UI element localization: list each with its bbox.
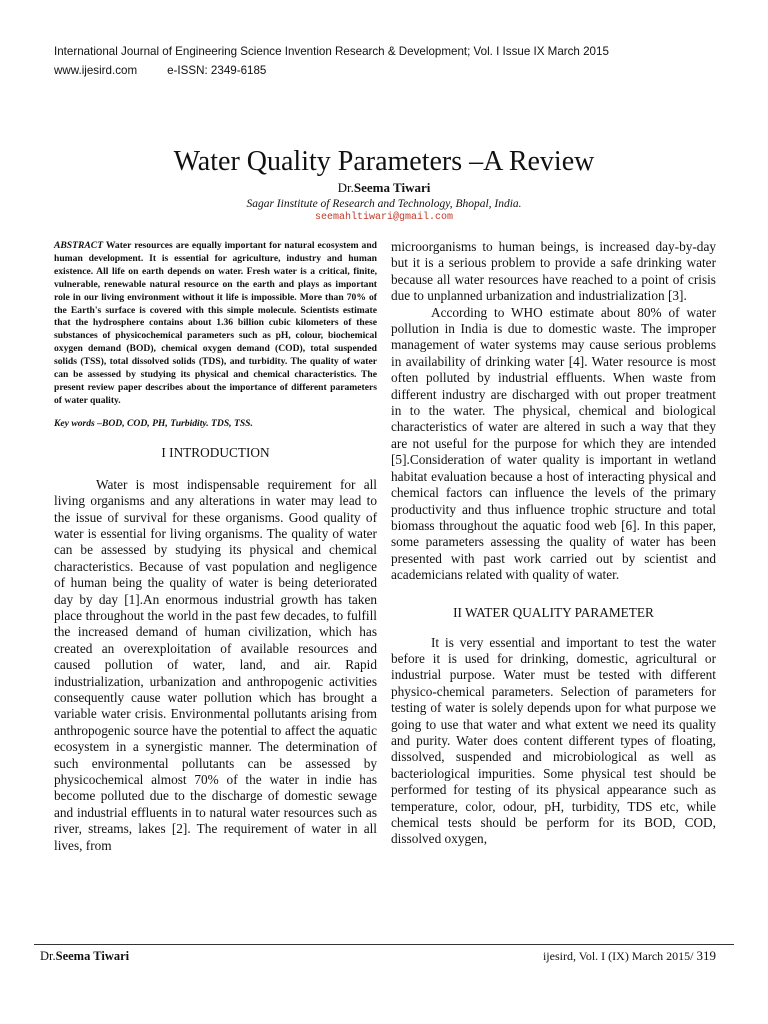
author-email: seemahltiwari@gmail.com [314, 212, 454, 223]
left-column [54, 238, 377, 854]
footer-citation [543, 948, 716, 964]
water-quality-paragraph-1: It is very essential and important to test the water before it is used for drinking, domestic, agricultural or industrial purpose. Water must be tested with different physico-chemical parameters. Selection of parameters for testing of water is solely depends upon for what purpose we going to use that water and what extent we need its quality and purity. Water does content different types of floating, dissolved, suspended and microbiological as well as bacteriological impurities. Some physical test should be performed for testing of its physical appearance such as temperature, color, odour, pH, turbidity, TDS etc, while chemical tests should be perform for its BOD, COD, dissolved oxygen, [391, 634, 716, 847]
journal-issn: e-ISSN: 2349-6185 [167, 64, 267, 77]
footer-author [40, 949, 129, 964]
abstract [54, 240, 377, 408]
footer-author-prefix: Dr. [40, 949, 56, 963]
section-heading-introduction: I INTRODUCTION [161, 444, 270, 460]
page-number: 319 [696, 948, 716, 963]
intro-paragraph-2: According to WHO estimate about 80% of water pollution in India is due to domestic waste. The improper management of water systems may cause serious problems in availability of drinking water [4]. Water resource is most often polluted by industrial effluents. When waste from different industry are discharged with out proper treatment in to the water. The physical, chemical and biological characteristics of water are altered in such a way that they are not useful for the purpose for which they are intended [5].Consideration of water quality is important in wetland habitat evaluation because a host of interacting physical and chemical factors can influence the levels of the primary productivity and thus influence trophic structure and total biomass throughout the aquatic food web [6]. In this paper, some parameters assessing the quality of water has been presented with past work carried out by scientist and academicians related with quality of water. [391, 304, 716, 583]
journal-header [54, 42, 734, 80]
paper-title: Water Quality Parameters –A Review [173, 146, 595, 177]
intro-paragraph-continued: microorganisms to human beings, is increased day-by-day but it is a serious problem to provide a safe drinking water because all water resources have reached to a point of crisis due to unplanned urbanization and industrialization [3]. [391, 239, 716, 304]
keywords: Key words –BOD, COD, PH, Turbidity. TDS, TSS. [54, 417, 253, 429]
intro-paragraph-1: Water is most indispensable requirement for all living organisms and any alterations in water may lead to the issue of survival for these organisms. Good quality of water is essential for living organisms. The quality of water can be assessed by studying its physical and chemical characteristics. Because of vast population and negligence of human being the quality of water is being deteriorated day by day [1].An enormous industrial growth has taken place throughout the world in the past few decades, to fulfill the increased demand of human civilization, which has created an overexploitation of available resources and caused pollution of water, land, and air. Rapid industrialization, urbanization and anthropogenic activities consequently cause water pollution which has brought a variable water crisis. Environmental pollutants arising from anthropogenic source have the potential to affect the aquatic ecosystem in a synergistic manner. The determination of such environmental pollutants can be assessed by physicochemical almost 70% of the water in indie has become polluted due to the discharge of domestic sewage and industrial effluents in to natural water resources such as river, streams, lakes [2]. The requirement of water in all lives, from [54, 476, 377, 853]
footer-divider [34, 944, 734, 945]
journal-meta-line [54, 61, 734, 80]
section-heading-water-quality: II WATER QUALITY PARAMETER [453, 604, 654, 620]
right-column [391, 238, 716, 848]
abstract-label: ABSTRACT [54, 240, 104, 251]
footer-author-name: Seema Tiwari [55, 949, 130, 963]
abstract-text: Water resources are equally important for natural ecosystem and human development. It is essential for agriculture, industry and human existence. All life on earth depends on water. Fresh water is a critical, finite, vulnerable, renewable natural resource on the earth and plays as important role in our living environment without it life is impossible. More than 70% of the Earth's surface is covered with this simple molecule. Scientists estimate that the hydrosphere contains about 1.36 billion cubic kilometers of these substances of physicochemical parameters such as pH, colour, biochemical oxygen demand (BOD), chemical oxygen demand (COD), total suspended solids (TSS), total dissolved solids (TDS), and turbidity. The quality of water can be assessed by studying its physical and chemical characteristics. The present review paper describes about the importance of different parameters of water quality. [54, 240, 377, 406]
author-affiliation: Sagar Iinstitute of Research and Technology, Bhopal, India. [246, 198, 522, 210]
paper-author [0, 180, 768, 196]
footer-citation-text: ijesird, Vol. I (IX) March 2015/ [542, 949, 697, 963]
journal-website: www.ijesird.com [54, 64, 138, 77]
author-name: Seema Tiwari [353, 180, 431, 195]
journal-title-line: International Journal of Engineering Science Invention Research & Development; Vol. I Issue IX March 2015 [54, 45, 609, 58]
author-prefix: Dr. [337, 180, 354, 195]
